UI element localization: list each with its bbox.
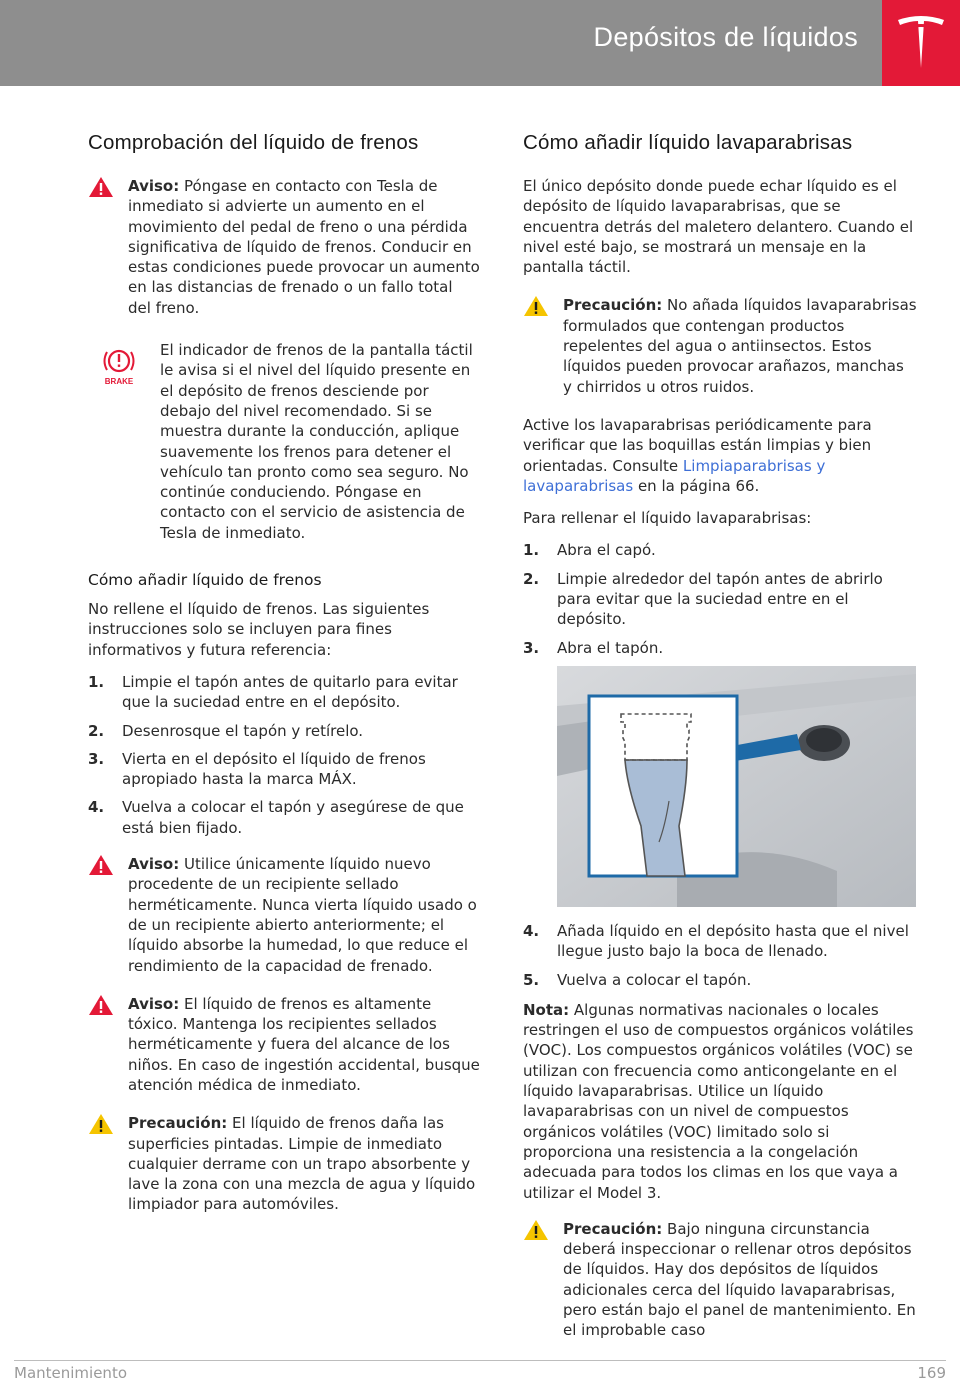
brake-icon-label: BRAKE — [104, 377, 134, 387]
list-item — [88, 797, 480, 838]
caution-note — [523, 1219, 917, 1341]
warning-note — [88, 176, 480, 318]
footer-section: Mantenimiento — [14, 1364, 127, 1382]
warning-note — [88, 994, 480, 1095]
washer-check-paragraph — [523, 415, 917, 496]
list-item — [88, 721, 480, 741]
step-number: 2. — [523, 569, 540, 588]
subheading-add-brake-fluid: Cómo añadir líquido de frenos — [88, 571, 322, 590]
step-text: Vierta en el depósito el líquido de frenos apropiado hasta la marca MÁX. — [122, 749, 426, 789]
step-number: 4. — [523, 921, 540, 940]
step-number: 1. — [523, 541, 540, 560]
step-text: Vuelva a colocar el tapón y asegúrese de que está bien fijado. — [122, 798, 464, 837]
caution-label: Precaución: — [563, 296, 663, 315]
list-item — [523, 540, 917, 560]
section-title-washer-fluid: Cómo añadir líquido lavaparabrisas — [523, 131, 853, 154]
brake-steps-list — [88, 672, 480, 838]
page-title: Depósitos de líquidos — [593, 22, 858, 52]
warning-note — [88, 854, 480, 976]
step-text: Limpie el tapón antes de quitarlo para evitar que la suciedad entre en el depósito. — [122, 672, 458, 712]
step-text: Limpie alrededor del tapón antes de abrirlo para evitar que la suciedad entre en el depósito. — [557, 569, 883, 629]
list-item — [523, 921, 917, 962]
washer-steps-list — [523, 540, 917, 657]
caution-text: Bajo ninguna circunstancia deberá inspeccionar o rellenar otros depósitos de líquidos. Hay dos depósitos de líquidos adicionales cerca del líquido lavaparabrisas, pero están bajo el panel de mantenimiento. En el improbable caso — [563, 1219, 916, 1340]
page-number: 169 — [917, 1364, 946, 1382]
caution-label: Precaución: — [563, 1219, 663, 1238]
caution-text: No añada líquidos lavaparabrisas formulados que contengan productos repelentes del agua o antiinsectos. Estos líquidos pueden provocar arañazos, manchas y chirridos u otros ruidos. — [563, 296, 917, 396]
caution-note — [88, 1113, 480, 1214]
list-item — [523, 970, 917, 990]
right-column — [523, 128, 917, 1359]
step-number: 5. — [523, 970, 540, 989]
warning-text: Póngase en contacto con Tesla de inmediato si advierte un aumento en el movimiento del pedal de freno o una pérdida significativa de líquido de frenos. Conducir en estas condiciones puede provocar un aumento en las distancias de frenado o un fallo total del freno. — [128, 177, 480, 317]
step-number: 1. — [88, 672, 105, 691]
step-number: 4. — [88, 798, 105, 817]
paragraph-text: Active los lavaparabrisas periódicamente para verificar que las boquillas están limpias y bien orientadas. Consulte — [523, 415, 872, 475]
section-title-brake-fluid: Comprobación del líquido de frenos — [88, 131, 419, 154]
list-item — [523, 569, 917, 630]
step-number: 3. — [88, 749, 105, 768]
tesla-logo-icon — [896, 14, 946, 72]
caution-triangle-icon — [523, 1219, 549, 1241]
washer-refill-intro: Para rellenar el líquido lavaparabrisas: — [523, 509, 812, 528]
caution-triangle-icon — [88, 1113, 114, 1135]
caution-note — [523, 295, 917, 396]
paragraph-text: en la página 66. — [633, 476, 760, 495]
warning-label: Aviso: — [128, 855, 180, 874]
voc-note — [523, 1000, 917, 1203]
list-item — [523, 638, 917, 658]
caution-triangle-icon — [523, 295, 549, 317]
left-column — [88, 128, 480, 1233]
washer-intro: El único depósito donde puede echar líquido es el depósito de líquido lavaparabrisas, que se encuentra detrás del maletero delantero. Cuando el nivel esté bajo, se mostrará un mensaje en la pantalla táctil. — [523, 177, 914, 277]
warning-text: Utilice únicamente líquido nuevo procedente de un recipiente sellado herméticamente. Nunca vierta líquido usado o de un recipiente abierto anteriormente; el líquido absorbe la humedad, lo que reduce el rendimiento de la capacidad de frenado. — [128, 855, 477, 975]
caution-label: Precaución: — [128, 1114, 228, 1133]
warning-triangle-icon — [88, 176, 114, 198]
warning-label: Aviso: — [128, 177, 180, 195]
warning-triangle-icon — [88, 854, 114, 876]
list-item — [88, 672, 480, 713]
step-text: Vuelva a colocar el tapón. — [557, 970, 752, 989]
warning-text: El líquido de frenos es altamente tóxico. Mantenga los recipientes sellados herméticamente y fuera del alcance de los niños. En caso de ingestión accidental, busque atención médica de inmediato. — [128, 994, 480, 1094]
step-number: 3. — [523, 638, 540, 657]
link-wipers[interactable]: Limpiaparabrisas y lavaparabrisas — [523, 456, 826, 495]
brake-indicator-block — [88, 340, 480, 543]
step-text: Abra el capó. — [557, 541, 656, 560]
brake-intro: No rellene el líquido de frenos. Las siguientes instrucciones solo se incluyen para fines informativos y futura referencia: — [88, 600, 430, 659]
page-header — [0, 0, 960, 86]
tesla-logo — [882, 0, 960, 86]
warning-triangle-icon — [88, 994, 114, 1016]
washer-reservoir-illustration — [557, 666, 916, 907]
note-label: Nota: — [523, 1000, 570, 1019]
brake-indicator-text: El indicador de frenos de la pantalla táctil le avisa si el nivel del líquido presente en el depósito de frenos desciende por debajo del nivel recomendado. Si se muestra durante la conducción, aplique suavemente los frenos para detener el vehículo tan pronto como sea seguro. No continúe conduciendo. Póngase en contacto con el servicio de asistencia de Tesla de inmediato. — [160, 341, 473, 542]
step-text: Desenrosque el tapón y retírelo. — [122, 721, 364, 740]
washer-steps-list-continued — [523, 921, 917, 990]
brake-warning-icon — [98, 344, 140, 386]
step-text: Abra el tapón. — [557, 638, 664, 657]
footer-divider — [14, 1360, 946, 1361]
step-text: Añada líquido en el depósito hasta que el nivel llegue justo bajo la boca de llenado. — [557, 921, 909, 961]
caution-text: El líquido de frenos daña las superficies pintadas. Limpie de inmediato cualquier derrame con un trapo absorbente y lave la zona con una mezcla de agua y líquido limpiador para automóviles. — [128, 1114, 476, 1214]
note-text: Algunas normativas nacionales o locales restringen el uso de compuestos orgánicos volátiles (VOC). Los compuestos orgánicos volátiles (VOC) se utilizan con frecuencia como anticongelante en el líquido lavaparabrisas. Utilice un líquido lavaparabrisas con un nivel de compuestos orgánicos volátiles (VOC) limitado solo si proporciona una resistencia a la congelación adecuada para todos los climas en los que vaya a utilizar el Model 3. — [523, 1000, 914, 1202]
step-number: 2. — [88, 721, 105, 740]
reservoir-diagram — [557, 666, 916, 907]
warning-label: Aviso: — [128, 994, 180, 1013]
list-item — [88, 749, 480, 790]
